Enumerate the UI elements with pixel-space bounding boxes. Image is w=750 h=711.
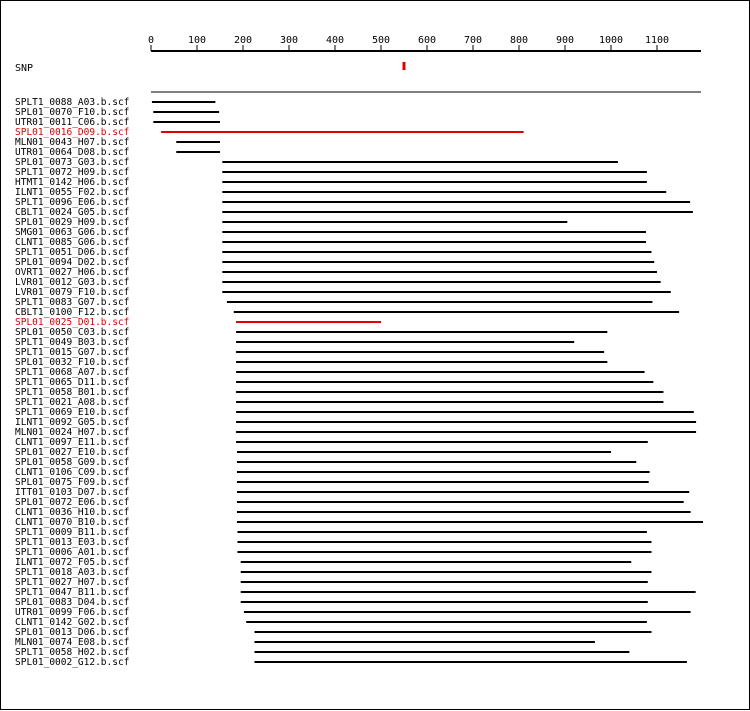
- read-name: SPLT1_0058_B01.b.scf: [15, 387, 130, 398]
- axis-tick-label: 600: [417, 35, 437, 46]
- axis-tick-label: 800: [509, 35, 529, 46]
- axis-tick-label: 200: [233, 35, 253, 46]
- read-name: SPLT1_0051_D06.b.scf: [15, 247, 130, 258]
- read-name: ILNT1_0055_F02.b.scf: [15, 187, 130, 198]
- read-name: SPL01_0032_F10.b.scf: [15, 357, 130, 368]
- read-name: CLNT1_0142_G02.b.scf: [15, 617, 130, 628]
- axis-tick-label: 0: [147, 35, 155, 46]
- read-name: SPLT1_0088_A03.b.scf: [15, 97, 130, 108]
- read-name: CLNT1_0036_H10.b.scf: [15, 507, 130, 518]
- snp-track: [15, 62, 406, 74]
- read-name: SPLT1_0065_D11.b.scf: [15, 377, 130, 388]
- snp-marker: [403, 62, 406, 70]
- read-name: UTR01_0011_C06.b.scf: [15, 117, 130, 128]
- axis-tick-label: 1000: [598, 35, 624, 46]
- axis-tick-label: 100: [187, 35, 207, 46]
- axis-tick-label: 300: [279, 35, 299, 46]
- read-alignment-diagram: [1, 1, 750, 711]
- axis-tick-label: 700: [463, 35, 483, 46]
- read-row: [15, 657, 687, 668]
- read-name: UTR01_0099_F06.b.scf: [15, 607, 130, 618]
- read-name: CBLT1_0024_G05.b.scf: [15, 207, 130, 218]
- read-name: CLNT1_0106_C09.b.scf: [15, 467, 130, 478]
- read-name: ILNT1_0092_G05.b.scf: [15, 417, 130, 428]
- read-name: SPLT1_0083_G07.b.scf: [15, 297, 130, 308]
- read-name: HTMT1_0142_H06.b.scf: [15, 177, 130, 188]
- read-name: SPLT1_0049_B03.b.scf: [15, 337, 130, 348]
- axis-tick-label: 900: [555, 35, 575, 46]
- read-name: MLN01_0074_E08.b.scf: [15, 637, 130, 648]
- position-axis: [148, 35, 701, 51]
- read-name: SPLT1_0069_E10.b.scf: [15, 407, 130, 418]
- read-name: SPL01_0083_D04.b.scf: [15, 597, 130, 608]
- read-name: SPLT1_0018_A03.b.scf: [15, 567, 130, 578]
- read-name: CLNT1_0097_E11.b.scf: [15, 437, 130, 448]
- read-name: SPL01_0094_D02.b.scf: [15, 257, 130, 268]
- read-name: SMG01_0063_G06.b.scf: [15, 227, 130, 238]
- read-name: SPL01_0050_C03.b.scf: [15, 327, 130, 338]
- read-name: SPL01_0073_G03.b.scf: [15, 157, 130, 168]
- axis-tick-label: 1100: [644, 35, 670, 46]
- read-name: CLNT1_0085_G06.b.scf: [15, 237, 130, 248]
- read-name: SPL01_0058_G09.b.scf: [15, 457, 130, 468]
- read-name: MLN01_0043_H07.b.scf: [15, 137, 130, 148]
- read-name: SPL01_0016_D09.b.scf: [15, 127, 130, 138]
- read-name: LVR01_0079_F10.b.scf: [15, 287, 130, 298]
- read-name: SPL01_0070_F10.b.scf: [15, 107, 130, 118]
- read-name: SPL01_0027_E10.b.scf: [15, 447, 130, 458]
- read-name: SPLT1_0021_A08.b.scf: [15, 397, 130, 408]
- read-name: SPLT1_0068_A07.b.scf: [15, 367, 130, 378]
- read-name: ITT01_0103_D07.b.scf: [15, 487, 130, 498]
- read-name: CLNT1_0070_B10.b.scf: [15, 517, 130, 528]
- read-name: SPLT1_0013_E03.b.scf: [15, 537, 130, 548]
- read-name: MLN01_0024_H07.b.scf: [15, 427, 130, 438]
- read-name: SPL01_0002_G12.b.scf: [15, 657, 130, 668]
- read-name: SPL01_0072_E06.b.scf: [15, 497, 130, 508]
- snp-label: SNP: [15, 63, 34, 74]
- read-name: UTR01_0064_D08.b.scf: [15, 147, 130, 158]
- axis-tick-label: 400: [325, 35, 345, 46]
- read-name: SPL01_0025_D01.b.scf: [15, 317, 130, 328]
- read-name: SPLT1_0072_H09.b.scf: [15, 167, 130, 178]
- read-name: SPLT1_0015_G07.b.scf: [15, 347, 130, 358]
- read-name: SPLT1_0096_E06.b.scf: [15, 197, 130, 208]
- read-name: CBLT1_0100_F12.b.scf: [15, 307, 130, 318]
- axis-tick-label: 500: [371, 35, 391, 46]
- reads-list: [15, 97, 703, 668]
- read-name: SPLT1_0047_B11.b.scf: [15, 587, 130, 598]
- read-name: OVRT1_0027_H06.b.scf: [15, 267, 130, 278]
- read-name: ILNT1_0072_F05.b.scf: [15, 557, 130, 568]
- read-name: SPLT1_0006_A01.b.scf: [15, 547, 130, 558]
- read-name: LVR01_0012_G03.b.scf: [15, 277, 130, 288]
- read-name: SPL01_0013_D06.b.scf: [15, 627, 130, 638]
- read-name: SPLT1_0058_H02.b.scf: [15, 647, 130, 658]
- read-name: SPLT1_0009_B11.b.scf: [15, 527, 130, 538]
- read-name: SPL01_0075_F09.b.scf: [15, 477, 130, 488]
- read-name: SPL01_0029_H09.b.scf: [15, 217, 130, 228]
- read-name: SPLT1_0027_H07.b.scf: [15, 577, 130, 588]
